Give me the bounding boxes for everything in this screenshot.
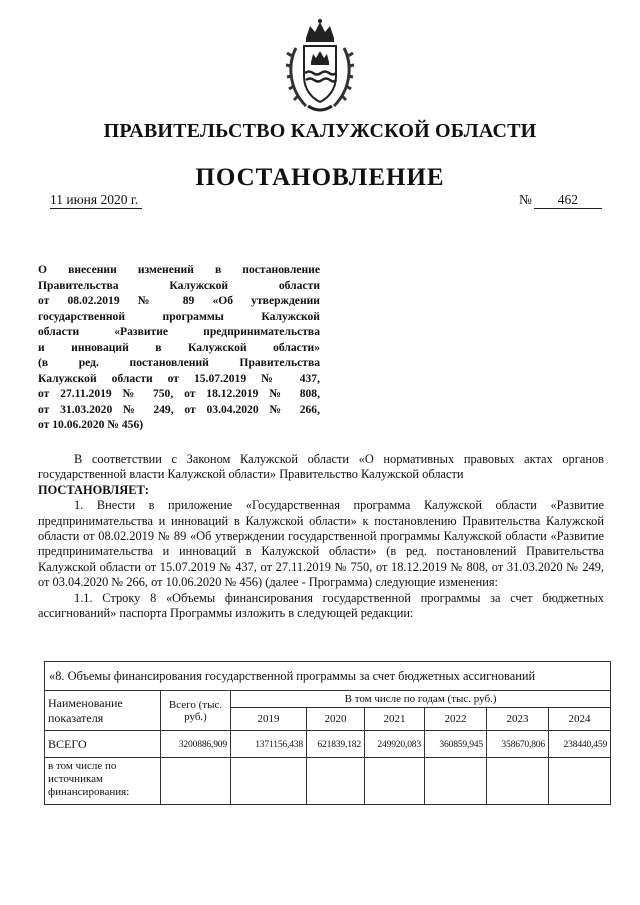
document-body: [38, 452, 604, 621]
subject-line: от 31.03.2020 № 249, от 03.04.2020 № 266,: [38, 402, 320, 416]
row-value: 360859,945: [425, 731, 487, 758]
number-sign: №: [519, 192, 532, 207]
subject-line: от 08.02.2019 № 89 «Об утверждении: [38, 294, 320, 307]
row-value: 621839,182: [307, 731, 365, 758]
column-header-name: Наименование показателя: [45, 691, 161, 731]
resolves-heading: ПОСТАНОВЛЯЕТ:: [38, 482, 149, 497]
table-row: [45, 758, 611, 805]
document-subject: [38, 262, 320, 433]
subject-line: и инноваций в Калужской области»: [38, 340, 320, 354]
year-header: 2022: [425, 708, 487, 731]
year-header: 2020: [307, 708, 365, 731]
table-caption: «8. Объемы финансирования государственной программы за счет бюджетных ассигнований: [45, 662, 611, 691]
row-value: 358670,806: [487, 731, 549, 758]
subject-line: Правительства Калужской области: [38, 278, 320, 292]
kaluga-coat-of-arms-icon: [284, 18, 356, 118]
table-caption-row: [45, 662, 611, 691]
row-value: 1371156,438: [231, 731, 307, 758]
subject-line: О внесении изменений в постановление: [38, 263, 320, 276]
table-header-row: [45, 691, 611, 708]
year-header: 2023: [487, 708, 549, 731]
row-value: [365, 758, 425, 805]
preamble-paragraph: В соответствии с Законом Калужской области «О нормативных правовых актах органов государственной власти Калужской области» Правительство Калужской области: [38, 452, 604, 482]
subject-line: от 27.11.2019 № 750, от 18.12.2019 № 808,: [38, 387, 320, 400]
year-header: 2019: [231, 708, 307, 731]
subject-line: области «Развитие предпринимательства: [38, 325, 320, 338]
row-value: [425, 758, 487, 805]
row-value: [307, 758, 365, 805]
government-title: ПРАВИТЕЛЬСТВО КАЛУЖСКОЙ ОБЛАСТИ: [103, 120, 537, 142]
document-number: [519, 192, 602, 209]
subject-line: (в ред. постановлений Правительства: [38, 356, 320, 369]
document-date: 11 июня 2020 г.: [50, 192, 142, 209]
number-value: 462: [534, 192, 602, 209]
document-type: ПОСТАНОВЛЕНИЕ: [195, 164, 445, 191]
subject-line: государственной программы Калужской: [38, 309, 320, 323]
year-header: 2024: [549, 708, 611, 731]
row-total: [161, 758, 231, 805]
row-total: 3200886,909: [161, 731, 231, 758]
column-header-years: В том числе по годам (тыс. руб.): [231, 691, 611, 708]
row-value: [487, 758, 549, 805]
subject-line: Калужской области от 15.07.2019 № 437,: [38, 371, 320, 385]
row-value: 249920,083: [365, 731, 425, 758]
row-value: [549, 758, 611, 805]
item-1-paragraph: 1. Внести в приложение «Государственная программа Калужской области «Развитие предпринимательства и инноваций в Калужской области» к постановлению Правительства Калужской области от 08.02.2019 № 89 «Об утверждении государственной программы Калужской области «Развитие предпринимательства и инноваций в Калужской области» (в ред. постановлений Правительства Калужской области от 15.07.2019 № 437, от 27.11.2019 № 750, от 18.12.2019 № 808, от 31.03.2020 № 249, от 03.04.2020 № 266, от 10.06.2020 № 456) (далее - Программа) следующие изменения:: [38, 498, 604, 590]
row-label: ВСЕГО: [45, 731, 161, 758]
item-1-1-paragraph: 1.1. Строку 8 «Объемы финансирования государственной программы за счет бюджетных ассигнований» паспорта Программы изложить в следующей редакции:: [38, 590, 604, 621]
row-value: [231, 758, 307, 805]
table-row: [45, 731, 611, 758]
row-label: в том числе по источникам финансирования:: [45, 758, 161, 805]
year-header: 2021: [365, 708, 425, 731]
funding-table: [44, 661, 611, 805]
subject-line: от 10.06.2020 № 456): [38, 418, 144, 431]
column-header-total: Всего (тыс. руб.): [161, 691, 231, 731]
row-value: 238440,459: [549, 731, 611, 758]
